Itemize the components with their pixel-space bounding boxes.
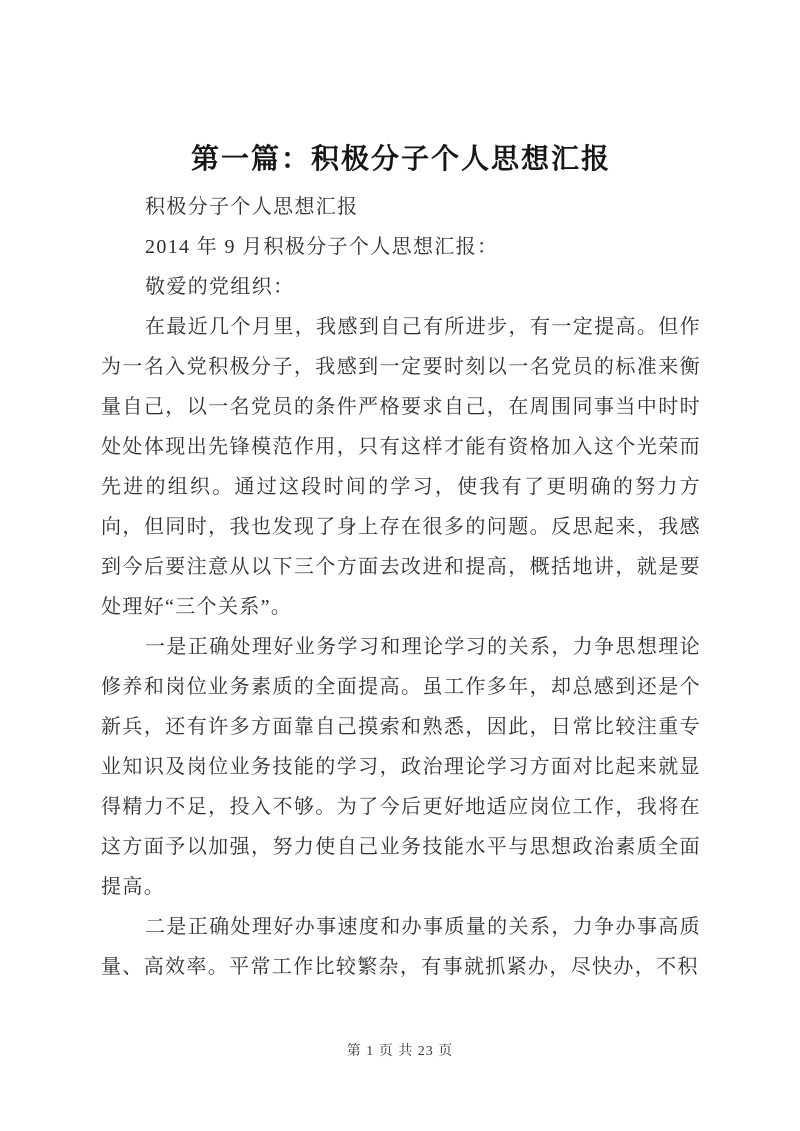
body-paragraph-second-point: 二是正确处理好办事速度和办事质量的关系，力争办事高质量、高效率。平常工作比较繁杂，有事就抓紧办，尽快办，不积 <box>101 916 701 978</box>
document-content <box>101 139 701 987</box>
document-body <box>101 187 701 987</box>
body-paragraph-intro: 在最近几个月里，我感到自己有所进步，有一定提高。但作为一名入党积极分子，我感到一定要时刻以一名党员的标准来衡量自己，以一名党员的条件严格要求自己，在周围同事当中时时处处体现出先锋模范作用，只有这样才能有资格加入这个光荣而先进的组织。通过这段时间的学习，使我有了更明确的努力方向，但同时，我也发现了身上存在很多的问题。反思起来，我感到今后要注意从以下三个方面去改进和提高，概括地讲，就是要处理好“三个关系”。 <box>101 316 701 618</box>
doc-heading-line: 积极分子个人思想汇报 <box>145 196 359 218</box>
doc-date-line: 2014 年 9 月积极分子个人思想汇报： <box>145 236 499 258</box>
page-title: 第一篇：积极分子个人思想汇报 <box>190 144 611 175</box>
body-paragraph-first-point: 一是正确处理好业务学习和理论学习的关系，力争思想理论修养和岗位业务素质的全面提高。虽工作多年，却总感到还是个新兵，还有许多方面靠自己摸索和熟悉，因此，日常比较注重专业知识及岗位业务技能的学习，政治理论学习方面对比起来就显得精力不足，投入不够。为了今后更好地适应岗位工作，我将在这方面予以加强，努力使自己业务技能水平与思想政治素质全面提高。 <box>101 636 701 898</box>
page-footer: 第 1 页 共 23 页 <box>346 1044 454 1059</box>
salutation-line: 敬爱的党组织： <box>145 276 295 298</box>
